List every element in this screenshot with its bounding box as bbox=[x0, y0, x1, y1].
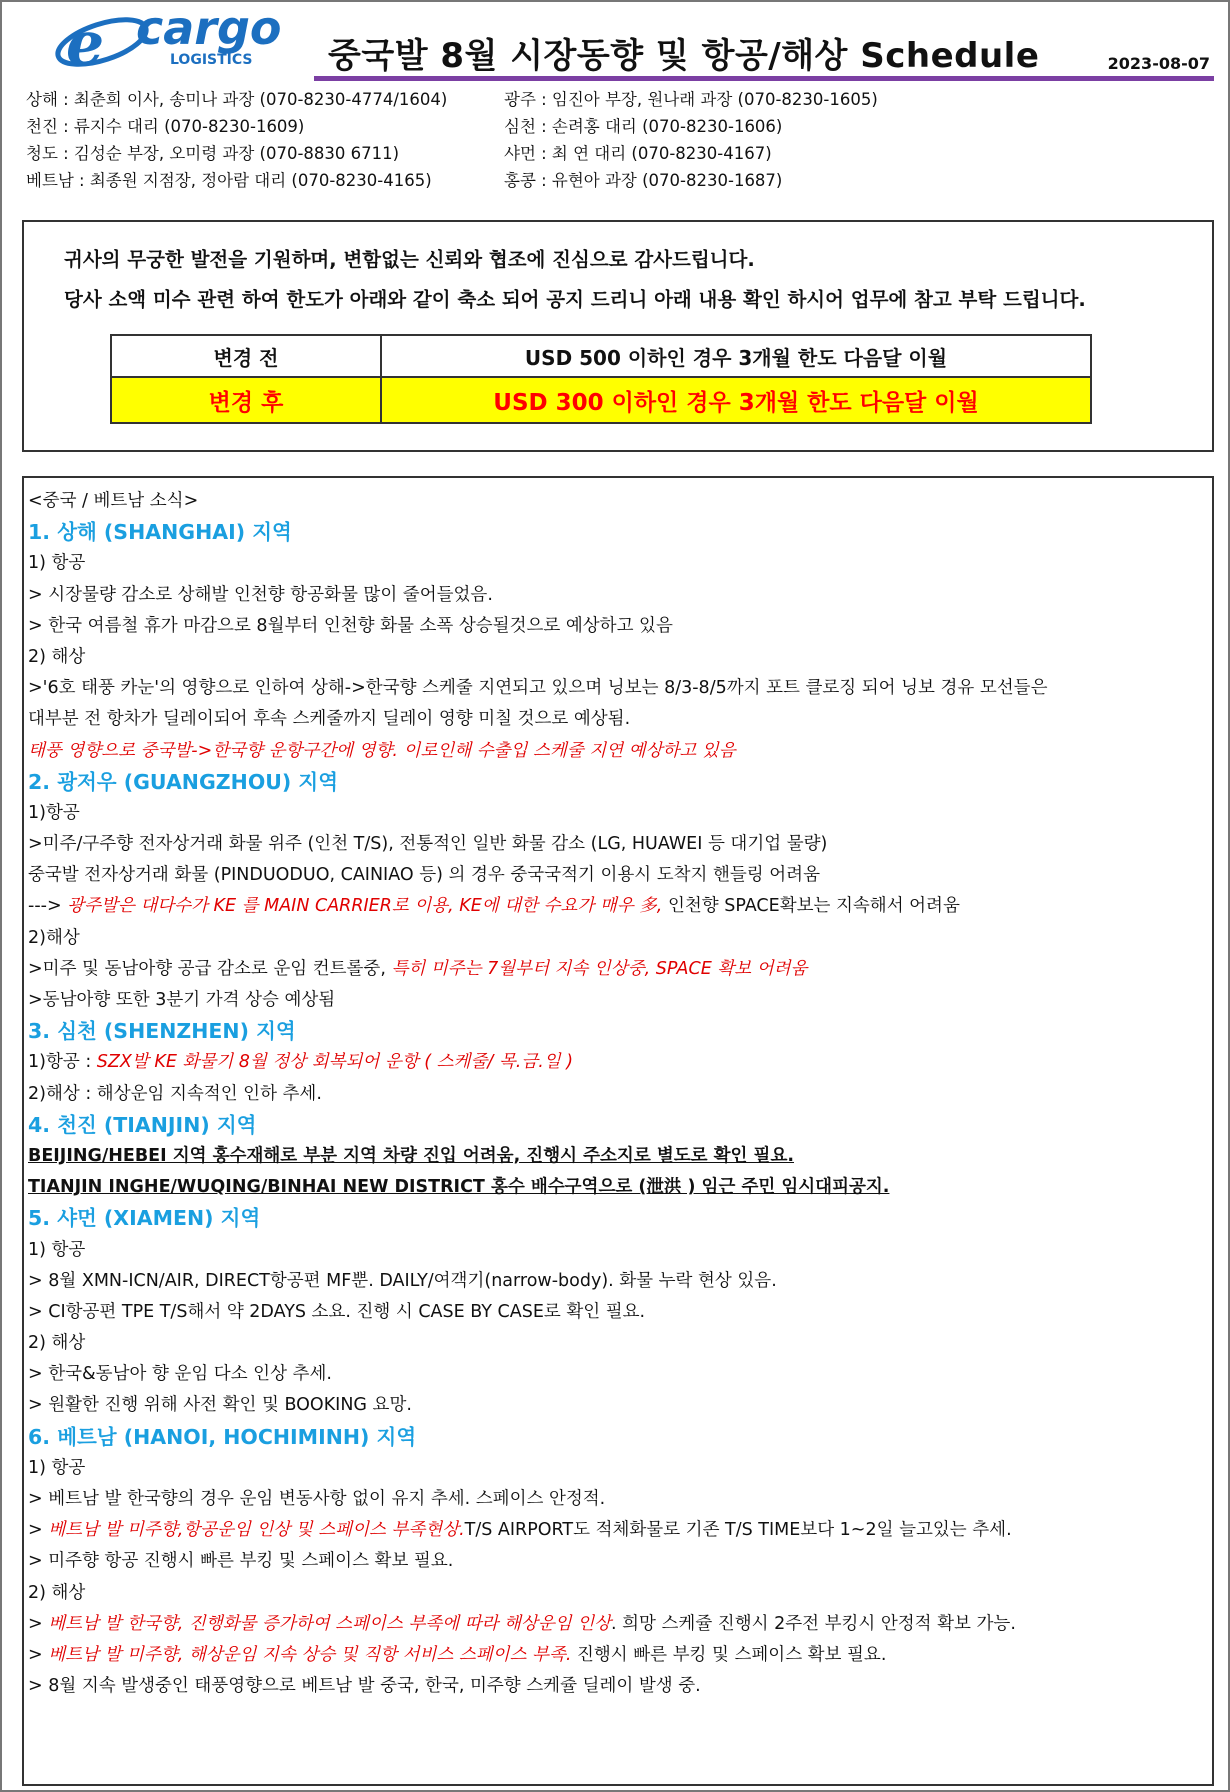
line-text: > 시장물량 감소로 상해발 인천향 항공화물 많이 줄어들었음. bbox=[28, 584, 493, 605]
contact-row bbox=[26, 167, 878, 194]
line-text: 5. 샤먼 (XIAMEN) 지역 bbox=[28, 1206, 261, 1231]
line-text: > 원활한 진행 위해 사전 확인 및 BOOKING 요망. bbox=[28, 1395, 412, 1416]
title-underline bbox=[314, 76, 1214, 81]
news-line bbox=[28, 1297, 1212, 1328]
news-line bbox=[28, 1515, 1212, 1546]
line-text: > 한국 여름철 휴가 마감으로 8월부터 인천향 화물 소폭 상승될것으로 예상하고 있음 bbox=[28, 615, 673, 636]
news-line bbox=[28, 1390, 1212, 1421]
notice-box bbox=[22, 220, 1214, 452]
table-row-after bbox=[111, 377, 1091, 423]
line-text: > bbox=[28, 1520, 49, 1541]
underlined-text: BEIJING/HEBEI 지역 홍수재해로 부분 지역 차량 진입 어려움, 진행시 주소지로 별도로 확인 필요. bbox=[28, 1145, 794, 1166]
contact-right: 광주 : 임진아 부장, 원나래 과장 (070-8230-1605) bbox=[504, 90, 878, 109]
news-box bbox=[22, 476, 1214, 1786]
line-text: 2. 광저우 (GUANGZHOU) 지역 bbox=[28, 769, 339, 794]
contact-row bbox=[26, 86, 878, 113]
line-text: 2)해상 bbox=[28, 927, 80, 948]
news-line bbox=[28, 1640, 1212, 1671]
highlighted-text: 특히 미주는 7월부터 지속 인상중, SPACE 확보 어려움 bbox=[391, 958, 808, 979]
line-text: 1. 상해 (SHANGHAI) 지역 bbox=[28, 520, 292, 545]
notice-message: 당사 소액 미수 관련 하여 한도가 아래와 같이 축소 되어 공지 드리니 아래 내용 확인 하시어 업무에 참고 부탁 드립니다. bbox=[64, 288, 1086, 311]
news-line bbox=[28, 1671, 1212, 1702]
news-line bbox=[28, 1047, 1212, 1078]
logo-text: cargo bbox=[136, 2, 282, 55]
line-text: 1) 항공 bbox=[28, 553, 86, 574]
news-lines bbox=[28, 517, 1212, 1702]
line-text: > bbox=[28, 1644, 49, 1665]
document-title: 중국발 8월 시장동향 및 항공/해상 Schedule bbox=[328, 36, 1040, 76]
before-value: USD 500 이하인 경우 3개월 한도 다음달 이월 bbox=[381, 335, 1091, 377]
section-heading bbox=[28, 1016, 1212, 1047]
news-line bbox=[28, 704, 1212, 735]
before-label: 변경 전 bbox=[111, 335, 381, 377]
news-line bbox=[28, 673, 1212, 704]
news-line bbox=[28, 736, 1212, 767]
svg-text:e: e bbox=[66, 9, 105, 79]
line-text: >미주 및 동남아향 공급 감소로 운임 컨트롤중, bbox=[28, 958, 392, 979]
news-line bbox=[28, 1141, 1212, 1172]
line-text: 중국발 전자상거래 화물 (PINDUODUO, CAINIAO 등) 의 경우 중국국적기 이용시 도착지 핸들링 어려움 bbox=[28, 865, 820, 886]
news-line bbox=[28, 611, 1212, 642]
line-text: >동남아향 또한 3분기 가격 상승 예상됨 bbox=[28, 990, 336, 1010]
contact-right: 샤먼 : 최 연 대리 (070-8230-4167) bbox=[504, 144, 772, 163]
line-text: >'6호 태풍 카눈'의 영향으로 인하여 상해->한국향 스케줄 지연되고 있으며 닝보는 8/3-8/5까지 포트 클로징 되어 닝보 경유 모선들은 bbox=[28, 678, 1048, 699]
line-text: 6. 베트남 (HANOI, HOCHIMINH) 지역 bbox=[28, 1424, 417, 1449]
line-text: > CI항공편 TPE T/S해서 약 2DAYS 소요. 진행 시 CASE BY CASE로 확인 필요. bbox=[28, 1301, 646, 1322]
line-text: 2)해상 : 해상운임 지속적인 인하 추세. bbox=[28, 1083, 322, 1104]
news-line bbox=[28, 954, 1212, 985]
logo-subtext: LOGISTICS bbox=[170, 52, 253, 68]
highlighted-text: 광주발은 대다수가 KE 를 MAIN CARRIER로 이용, KE에 대한 수요가 매우 多, bbox=[67, 896, 663, 917]
line-text: > bbox=[28, 1613, 49, 1634]
news-line bbox=[28, 1172, 1212, 1203]
table-row-before bbox=[111, 335, 1091, 377]
contact-left: 상해 : 최춘희 이사, 송미나 과장 (070-8230-4774/1604) bbox=[26, 90, 448, 109]
contact-right: 홍콩 : 유현아 과장 (070-8230-1687) bbox=[504, 171, 783, 190]
news-line bbox=[28, 798, 1212, 829]
line-text: 1) 항공 bbox=[28, 1239, 86, 1260]
line-text: 1) 항공 bbox=[28, 1457, 86, 1478]
line-text: > 한국&동남아 향 운임 다소 인상 추세. bbox=[28, 1364, 332, 1385]
line-text: 4. 천진 (TIANJIN) 지역 bbox=[28, 1112, 257, 1137]
highlighted-text: 베트남 발 미주향,항공운임 인상 및 스페이스 부족현상. bbox=[48, 1520, 465, 1541]
highlighted-text: 베트남 발 미주향, 해상운임 지속 상승 및 직항 서비스 스페이스 부족. bbox=[48, 1644, 572, 1665]
news-line bbox=[28, 923, 1212, 954]
news-line bbox=[28, 1328, 1212, 1359]
news-heading: <중국 / 베트남 소식> bbox=[28, 491, 199, 511]
line-text: 3. 심천 (SHENZHEN) 지역 bbox=[28, 1019, 296, 1044]
news-line bbox=[28, 1235, 1212, 1266]
news-line bbox=[28, 548, 1212, 579]
news-line bbox=[28, 891, 1212, 922]
section-heading bbox=[28, 517, 1212, 548]
line-text: > 8월 XMN-ICN/AIR, DIRECT항공편 MF뿐. DAILY/여객기(narrow-body). 화물 누락 현상 있음. bbox=[28, 1270, 777, 1291]
section-heading bbox=[28, 1110, 1212, 1141]
news-line bbox=[28, 1079, 1212, 1110]
document-date: 2023-08-07 bbox=[1107, 54, 1210, 73]
news-line bbox=[28, 1484, 1212, 1515]
section-heading bbox=[28, 1422, 1212, 1453]
news-line bbox=[28, 642, 1212, 673]
underlined-text: TIANJIN INGHE/WUQING/BINHAI NEW DISTRICT 홍수 배수구역으로 (泄洪 ) 임근 주민 임시대피공지. bbox=[28, 1177, 890, 1198]
line-text: > 8월 지속 발생중인 태풍영향으로 베트남 발 중국, 한국, 미주향 스케쥴 딜레이 발생 중. bbox=[28, 1676, 701, 1697]
credit-limit-change-table bbox=[110, 334, 1092, 424]
news-line bbox=[28, 1578, 1212, 1609]
line-text: > 미주향 항공 진행시 빠른 부킹 및 스페이스 확보 필요. bbox=[28, 1551, 454, 1572]
line-text: . 희망 스케쥴 진행시 2주전 부킹시 안정적 확보 가능. bbox=[611, 1613, 1016, 1634]
contact-right: 심천 : 손려홍 대리 (070-8230-1606) bbox=[504, 117, 783, 136]
news-line bbox=[28, 829, 1212, 860]
line-text: 1)항공 bbox=[28, 802, 80, 823]
news-line bbox=[28, 1453, 1212, 1484]
after-label: 변경 후 bbox=[111, 377, 381, 423]
section-heading bbox=[28, 767, 1212, 798]
line-text: ---> bbox=[28, 896, 68, 917]
news-line bbox=[28, 580, 1212, 611]
news-line bbox=[28, 1609, 1212, 1640]
contact-row bbox=[26, 113, 878, 140]
contact-row bbox=[26, 140, 878, 167]
section-heading bbox=[28, 1203, 1212, 1234]
ecargo-logo bbox=[44, 2, 314, 80]
news-line bbox=[28, 1266, 1212, 1297]
contact-left: 천진 : 류지수 대리 (070-8230-1609) bbox=[26, 117, 305, 136]
line-text: > 베트남 발 한국향의 경우 운임 변동사항 없이 유지 추세. 스페이스 안정적. bbox=[28, 1489, 606, 1509]
line-text: 2) 해상 bbox=[28, 646, 86, 667]
news-line bbox=[28, 985, 1212, 1016]
line-text: 2) 해상 bbox=[28, 1333, 86, 1354]
line-text: 2) 해상 bbox=[28, 1582, 86, 1603]
line-text: 진행시 빠른 부킹 및 스페이스 확보 필요. bbox=[571, 1644, 887, 1665]
line-text: >미주/구주향 전자상거래 화물 위주 (인천 T/S), 전통적인 일반 화물 감소 (LG, HUAWEI 등 대기업 물량) bbox=[28, 834, 828, 855]
after-value: USD 300 이하인 경우 3개월 한도 다음달 이월 bbox=[381, 377, 1091, 423]
contact-left: 청도 : 김성순 부장, 오미령 과장 (070-8830 6711) bbox=[26, 144, 400, 163]
notice-greeting: 귀사의 무궁한 발전을 기원하며, 변함없는 신뢰와 협조에 진심으로 감사드립니다. bbox=[64, 248, 755, 271]
highlighted-text: 베트남 발 한국향, 진행화물 증가하여 스페이스 부족에 따라 해상운임 인상 bbox=[48, 1613, 612, 1634]
highlighted-text: 태풍 영향으로 중국발->한국향 운항구간에 영향. 이로인해 수출입 스케줄 지연 예상하고 있음 bbox=[28, 740, 736, 761]
line-text: 인천향 SPACE확보는 지속해서 어려움 bbox=[662, 896, 960, 917]
line-text: 1)항공 : bbox=[28, 1052, 97, 1073]
highlighted-text: SZX발 KE 화물기 8월 정상 회복되어 운항 ( 스케줄/ 목.금.일 ) bbox=[96, 1052, 574, 1073]
line-text: T/S AIRPORT도 적체화물로 기존 T/S TIME보다 1~2일 늘고있는 추세. bbox=[464, 1520, 1012, 1541]
line-text: 대부분 전 항차가 딜레이되어 후속 스케줄까지 딜레이 영향 미칠 것으로 예상됨. bbox=[28, 709, 631, 730]
contact-list bbox=[26, 86, 878, 194]
contact-left: 베트남 : 최종원 지점장, 정아람 대리 (070-8230-4165) bbox=[26, 171, 432, 190]
news-line bbox=[28, 1546, 1212, 1577]
news-line bbox=[28, 1359, 1212, 1390]
news-line bbox=[28, 860, 1212, 891]
